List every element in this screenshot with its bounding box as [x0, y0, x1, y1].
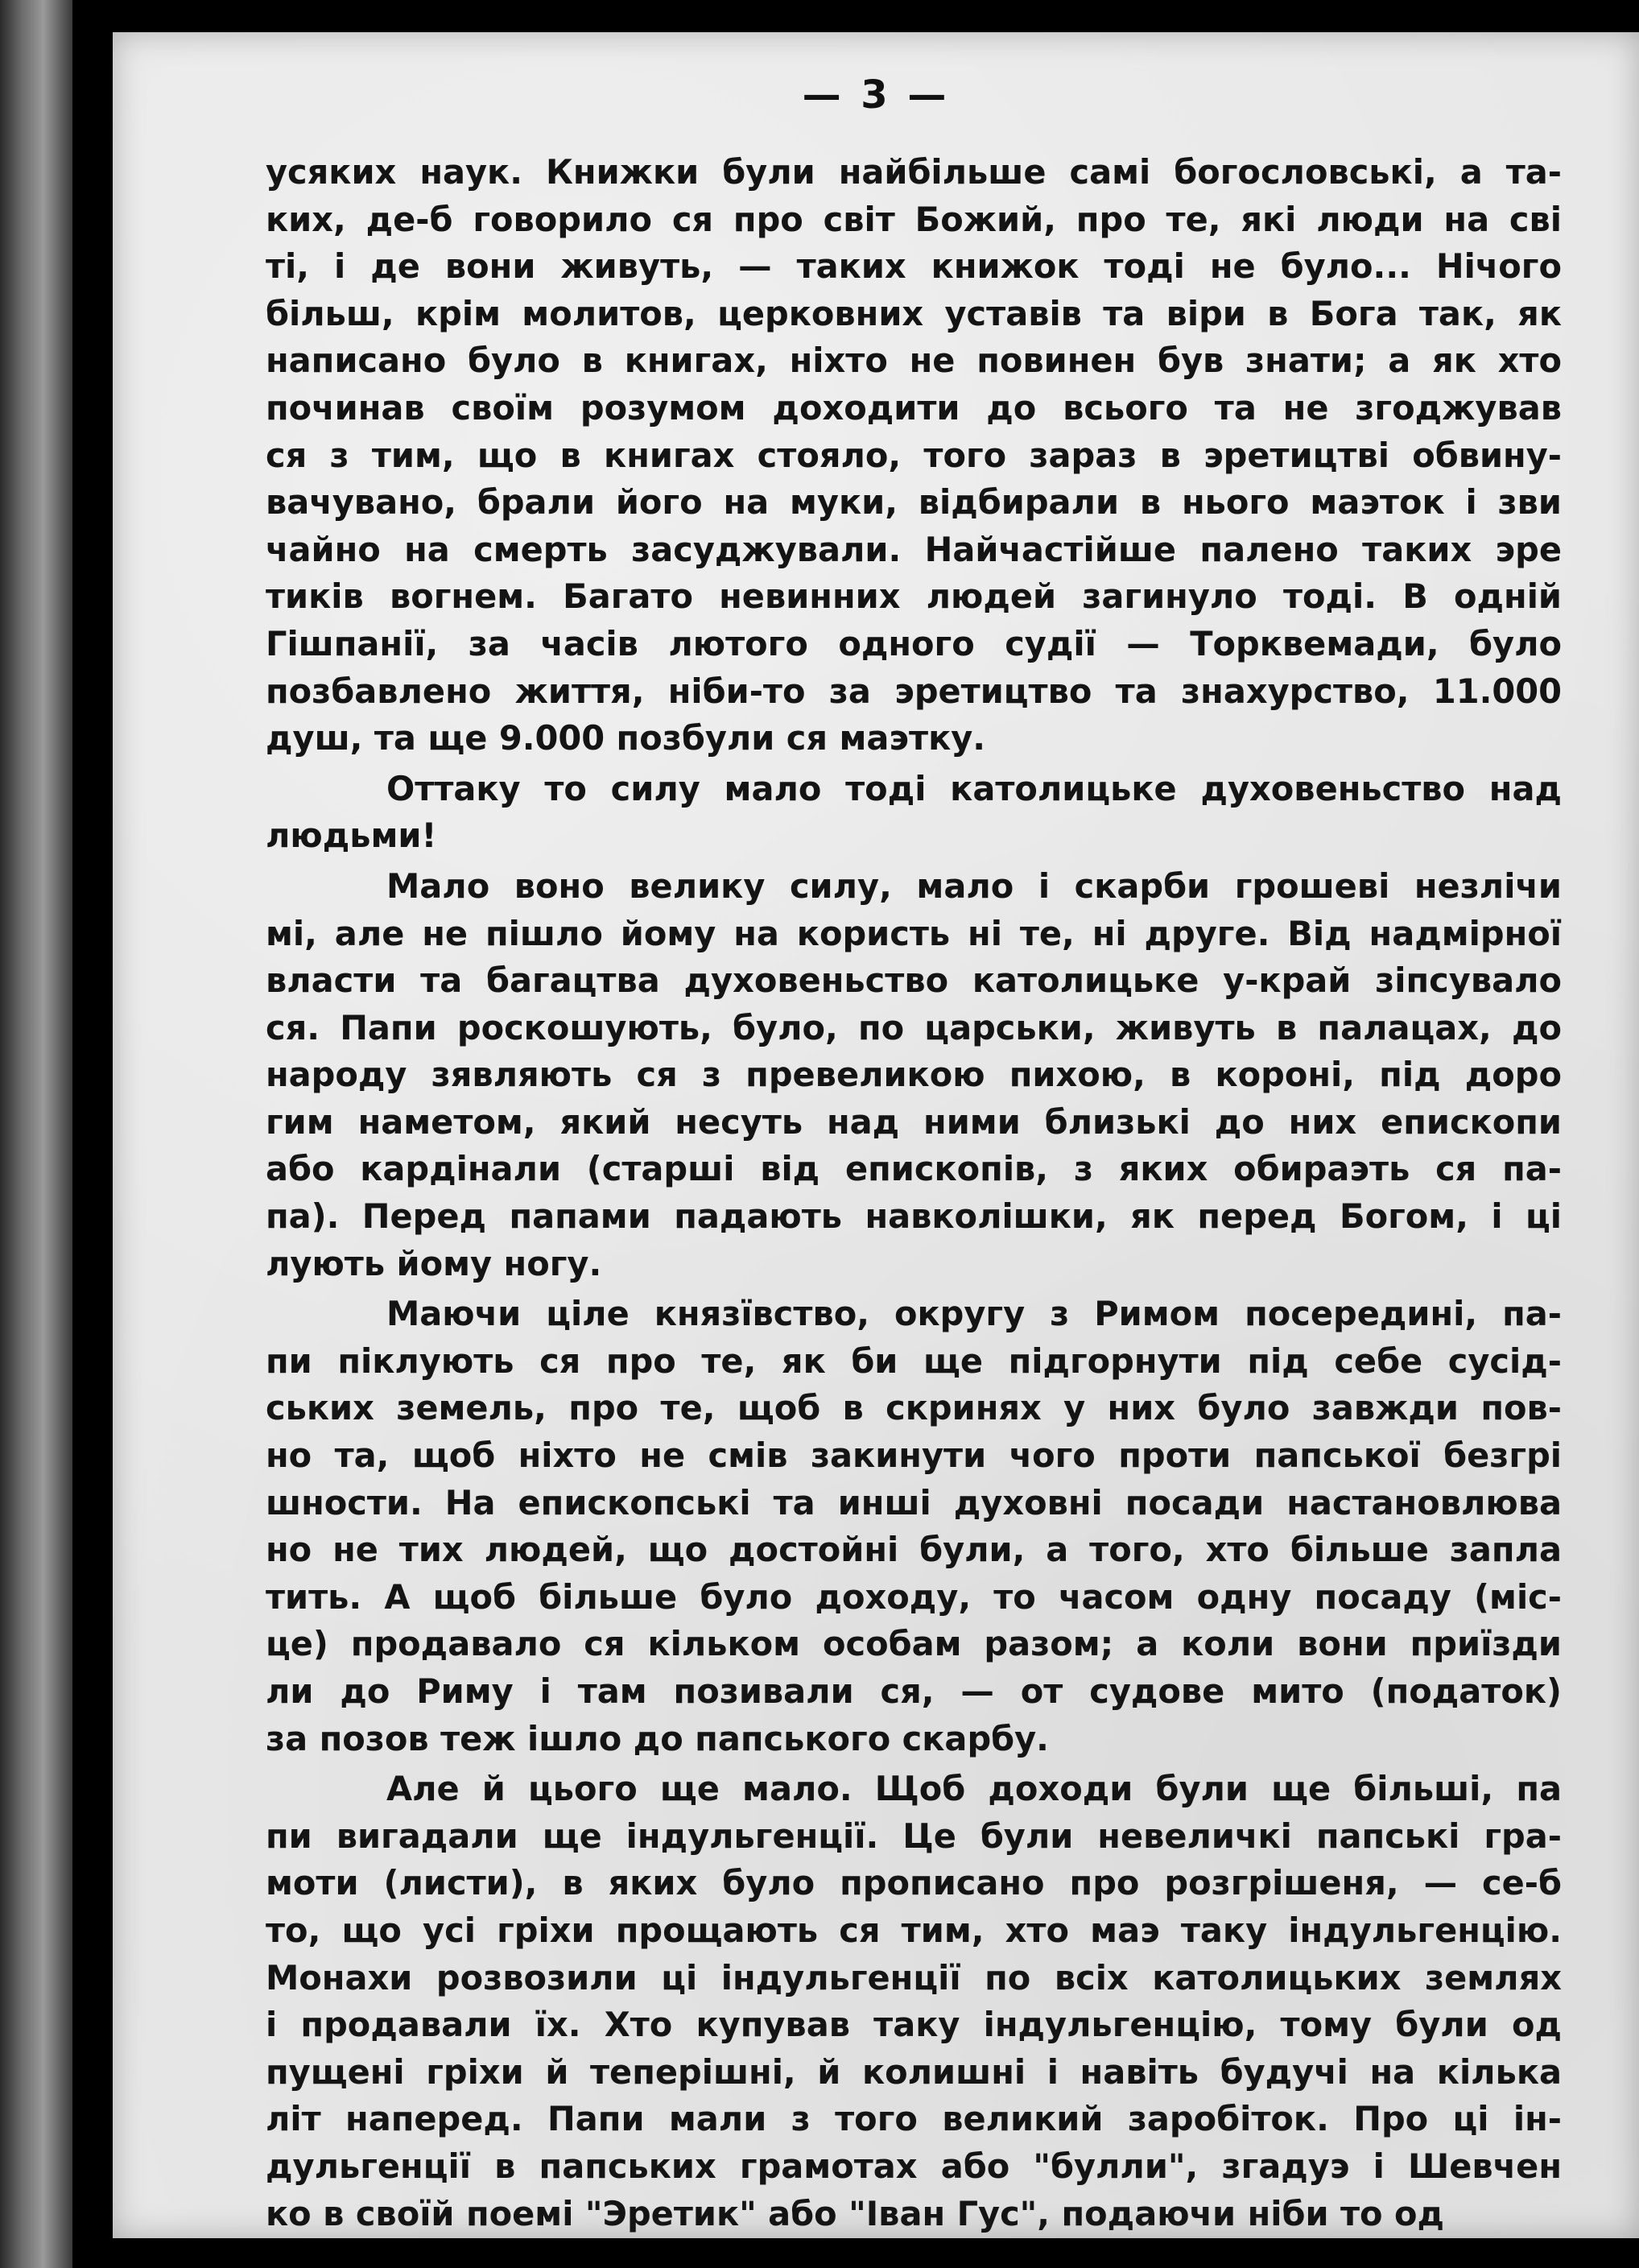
text-line: ко в своїй поемі "Эретик" або "Іван Гус", подаючи ніби то од: [266, 2193, 1445, 2233]
text-line: пущені гріхи й теперішні, й колишні і навіть будучі на кілька: [266, 2051, 1562, 2092]
scan-left-edge: [0, 0, 72, 2268]
text-line: Монахи розвозили ці індульгенції по всіх католицьких землях: [266, 1957, 1562, 1997]
text-line: написано було в книгах, ніхто не повинен був знати; а як хто: [266, 341, 1562, 381]
paragraph: [266, 863, 1562, 1287]
text-line: тить. А щоб більше було доходу, то часом одну посаду (міс-: [266, 1576, 1562, 1617]
text-line: шности. На епископські та инші духовні посади настановлюва: [266, 1482, 1562, 1522]
text-line: Оттаку то силу мало тоді католицьке духовеньство над: [386, 768, 1562, 808]
body-text: [266, 149, 1562, 2237]
text-line: вачувано, брали його на муки, відбирали в нього маэток і зви: [266, 482, 1562, 523]
text-line: починав своїм розумом доходити до всього та не згоджував: [266, 387, 1562, 428]
text-line: ських земель, про те, щоб в скринях у них було завжди пов-: [266, 1388, 1562, 1428]
document-page: [113, 32, 1639, 2238]
text-line: літ наперед. Папи мали з того великий заробіток. Про ці ін-: [266, 2099, 1562, 2139]
text-line: то, що усі гріхи прощають ся тим, хто маэ таку індульгенцію.: [266, 1910, 1562, 1950]
text-line: Мало воно велику силу, мало і скарби грошеві незлічи: [386, 865, 1562, 906]
text-line: ті, і де вони живуть, — таких книжок тоді не було... Нічого: [266, 246, 1562, 287]
text-line: моти (листи), в яких було прописано про розгрішеня, — се-б: [266, 1863, 1562, 1903]
text-line: власти та багацтва духовеньство католицьке у-край зіпсувало: [266, 960, 1562, 1001]
text-line: лують йому ногу.: [266, 1243, 602, 1283]
text-line: Але й цього ще мало. Щоб доходи були ще більші, па: [386, 1769, 1562, 1809]
text-line: дульгенції в папських грамотах або "булли", згадуэ і Шевчен: [266, 2146, 1562, 2186]
text-line: більш, крім молитов, церковних уставів та віри в Бога так, як: [266, 293, 1562, 333]
text-line: па). Перед папами падають навколішки, як перед Богом, і ці: [266, 1196, 1562, 1237]
text-line: за позов теж ішло до папського скарбу.: [266, 1718, 1049, 1758]
text-line: пи піклують ся про те, як би ще підгорнути під себе сусід-: [266, 1341, 1562, 1381]
text-line: душ, та ще 9.000 позбули ся маэтку.: [266, 718, 986, 758]
text-line: но та, щоб ніхто не смів закинути чого проти папської безгрі: [266, 1436, 1562, 1476]
text-line: Гішпанії, за часів лютого одного судії — Торквемади, було: [266, 623, 1562, 663]
text-line: це) продавало ся кільком особам разом; а коли вони приїзди: [266, 1624, 1562, 1664]
page-number: — 3 —: [802, 72, 950, 118]
paragraph: [266, 1291, 1562, 1762]
paragraph: [266, 149, 1562, 762]
text-line: або кардінали (старші від епископів, з яких обираэть ся па-: [266, 1149, 1562, 1189]
text-line: Маючи ціле князївство, округу з Римом посередині, па-: [386, 1294, 1562, 1334]
text-line: но не тих людей, що достойні були, а того, хто більше запла: [266, 1530, 1562, 1570]
text-line: гим наметом, який несуть над ними близькі до них епископи: [266, 1101, 1562, 1142]
text-line: мі, але не пішло йому на користь ні те, ні друге. Від надмірної: [266, 913, 1562, 953]
text-line: ких, де-б говорило ся про світ Божий, про те, які люди на сві: [266, 199, 1562, 239]
text-line: чайно на смерть засуджували. Найчастійше палено таких эре: [266, 529, 1562, 569]
text-line: позбавлено життя, ніби-то за эретицтво та знахурство, 11.000: [266, 671, 1562, 711]
text-line: пи вигадали ще індульгенції. Це були невеличкі папські гра-: [266, 1816, 1562, 1856]
text-line: і продавали їх. Хто купував таку індульгенцію, тому були од: [266, 2005, 1562, 2045]
text-line: ли до Риму і там позивали ся, — от судове мито (податок): [266, 1671, 1562, 1711]
paragraph: [266, 766, 1562, 860]
text-line: ся з тим, що в книгах стояло, того зараз в эретицтві обвину-: [266, 435, 1562, 475]
text-line: людьми!: [266, 816, 437, 856]
paragraph: [266, 1766, 1562, 2237]
text-line: ся. Папи роскошують, було, по царськи, живуть в палацах, до: [266, 1007, 1562, 1047]
text-line: народу зявляють ся з превеликою пихою, в короні, під доро: [266, 1055, 1562, 1095]
text-line: тиків вогнем. Багато невинних людей загинуло тоді. В одній: [266, 576, 1562, 617]
text-line: усяких наук. Книжки були найбільше самі богословські, а та-: [266, 152, 1562, 192]
